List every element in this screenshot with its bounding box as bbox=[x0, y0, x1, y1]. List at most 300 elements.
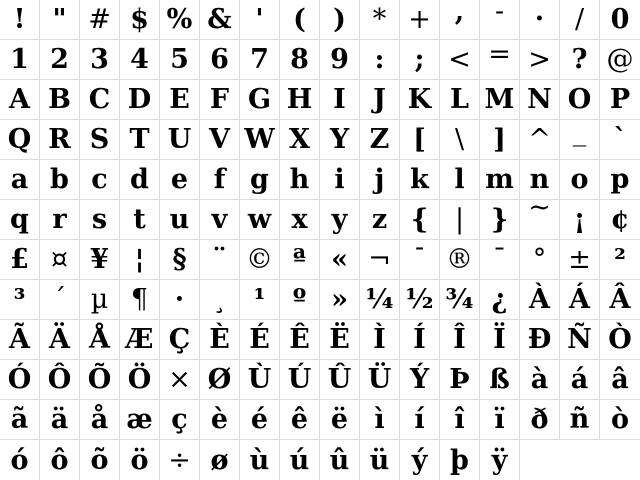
glyph: . bbox=[534, 0, 545, 27]
glyph-cell bbox=[80, 40, 120, 80]
glyph: À bbox=[529, 284, 550, 315]
glyph-cell bbox=[240, 120, 280, 160]
glyph: Ç bbox=[168, 324, 191, 355]
glyph-cell bbox=[200, 240, 240, 280]
glyph-cell bbox=[200, 80, 240, 120]
glyph-cell bbox=[80, 200, 120, 240]
glyph: O bbox=[567, 84, 592, 115]
glyph: © bbox=[246, 244, 273, 275]
glyph: ` bbox=[613, 124, 627, 155]
glyph-cell bbox=[80, 280, 120, 320]
glyph: V bbox=[209, 124, 230, 155]
glyph-cell bbox=[200, 160, 240, 200]
glyph: 5 bbox=[170, 44, 189, 75]
glyph-cell bbox=[320, 280, 360, 320]
glyph-cell bbox=[480, 240, 520, 280]
glyph-cell bbox=[80, 0, 120, 40]
glyph-cell bbox=[40, 0, 80, 40]
glyph: ì bbox=[374, 404, 385, 435]
glyph: \ bbox=[454, 124, 465, 155]
glyph-cell bbox=[120, 240, 160, 280]
glyph: S bbox=[89, 124, 110, 155]
glyph-cell bbox=[40, 280, 80, 320]
glyph: b bbox=[50, 164, 69, 195]
glyph: 2 bbox=[50, 44, 69, 75]
glyph-cell bbox=[280, 360, 320, 400]
glyph-cell bbox=[200, 440, 240, 480]
glyph: u bbox=[169, 204, 190, 235]
glyph: È bbox=[209, 324, 230, 355]
glyph: Q bbox=[7, 124, 32, 155]
glyph-cell bbox=[440, 40, 480, 80]
glyph: U bbox=[167, 124, 192, 155]
glyph-cell bbox=[480, 160, 520, 200]
glyph-cell bbox=[80, 360, 120, 400]
glyph-cell bbox=[600, 200, 640, 240]
glyph: Y bbox=[329, 124, 350, 155]
glyph-cell bbox=[40, 200, 80, 240]
glyph: ' bbox=[255, 4, 264, 35]
glyph: { bbox=[410, 204, 429, 235]
glyph-cell bbox=[280, 160, 320, 200]
glyph-cell bbox=[360, 360, 400, 400]
glyph: ¹ bbox=[253, 284, 266, 315]
glyph-cell bbox=[160, 0, 200, 40]
glyph: D bbox=[127, 84, 152, 115]
glyph: , bbox=[454, 0, 465, 27]
glyph: < bbox=[448, 44, 471, 75]
glyph-cell bbox=[480, 40, 520, 80]
glyph-cell bbox=[320, 0, 360, 40]
glyph-cell bbox=[440, 160, 480, 200]
glyph: º bbox=[292, 284, 307, 315]
glyph-cell bbox=[400, 232, 440, 280]
glyph-cell bbox=[400, 120, 440, 160]
glyph-cell bbox=[360, 160, 400, 200]
glyph: h bbox=[289, 164, 310, 195]
glyph-cell bbox=[200, 400, 240, 440]
glyph: Ì bbox=[373, 324, 386, 355]
glyph: n bbox=[529, 164, 550, 195]
glyph-cell bbox=[360, 120, 400, 160]
glyph: ê bbox=[290, 404, 309, 435]
glyph-cell bbox=[240, 80, 280, 120]
glyph: / bbox=[574, 4, 585, 35]
glyph-cell bbox=[480, 320, 520, 360]
glyph-cell bbox=[160, 200, 200, 240]
glyph-cell bbox=[520, 0, 560, 40]
glyph-cell bbox=[40, 120, 80, 160]
glyph-cell bbox=[600, 280, 640, 320]
glyph: i bbox=[334, 164, 345, 195]
glyph: K bbox=[407, 84, 432, 115]
glyph: ö bbox=[130, 444, 149, 476]
glyph-cell bbox=[480, 120, 520, 160]
glyph-cell bbox=[560, 320, 600, 360]
glyph: ¼ bbox=[365, 284, 394, 315]
glyph-cell bbox=[600, 240, 640, 280]
glyph-cell bbox=[520, 440, 560, 480]
glyph: t bbox=[133, 204, 146, 235]
glyph-cell bbox=[400, 40, 440, 80]
glyph: [ bbox=[413, 124, 426, 155]
glyph-cell bbox=[520, 80, 560, 120]
glyph: É bbox=[249, 324, 270, 355]
glyph: 6 bbox=[210, 44, 229, 75]
glyph-cell bbox=[40, 160, 80, 200]
glyph: 8 bbox=[290, 44, 309, 75]
glyph: ï bbox=[494, 404, 505, 435]
glyph: Þ bbox=[449, 364, 470, 395]
glyph-cell bbox=[200, 40, 240, 80]
glyph-cell bbox=[40, 40, 80, 80]
glyph-cell bbox=[480, 200, 520, 240]
glyph: ¯ bbox=[492, 244, 507, 275]
glyph-cell bbox=[0, 200, 40, 240]
glyph: ò bbox=[610, 404, 629, 435]
glyph: ñ bbox=[569, 404, 590, 435]
glyph-cell bbox=[200, 0, 240, 40]
glyph-cell bbox=[560, 80, 600, 120]
glyph: ô bbox=[50, 444, 69, 476]
glyph: B bbox=[48, 84, 71, 115]
glyph-cell bbox=[360, 440, 400, 480]
glyph: T bbox=[129, 124, 150, 155]
glyph-cell bbox=[360, 400, 400, 440]
glyph-cell bbox=[200, 200, 240, 240]
glyph-cell bbox=[320, 40, 360, 80]
glyph-cell bbox=[0, 400, 40, 440]
glyph: § bbox=[172, 244, 187, 275]
glyph-cell bbox=[600, 80, 640, 120]
glyph-cell bbox=[40, 400, 80, 440]
glyph: ] bbox=[493, 124, 506, 155]
glyph: Ð bbox=[527, 324, 552, 355]
glyph: ª bbox=[292, 244, 307, 275]
glyph: Û bbox=[327, 364, 352, 395]
glyph: ü bbox=[369, 444, 390, 476]
glyph: Z bbox=[369, 124, 390, 155]
glyph-cell bbox=[280, 200, 320, 240]
glyph-cell bbox=[360, 0, 400, 40]
glyph: ç bbox=[171, 404, 188, 435]
glyph-cell bbox=[600, 320, 640, 360]
glyph: Á bbox=[569, 284, 590, 315]
glyph-cell bbox=[240, 320, 280, 360]
glyph-cell bbox=[360, 320, 400, 360]
glyph-cell bbox=[40, 80, 80, 120]
glyph-cell bbox=[440, 240, 480, 280]
glyph-cell bbox=[120, 200, 160, 240]
glyph: ½ bbox=[405, 284, 434, 315]
glyph-cell bbox=[80, 320, 120, 360]
glyph-cell bbox=[240, 0, 280, 40]
glyph: C bbox=[88, 84, 111, 115]
glyph-cell bbox=[600, 360, 640, 400]
glyph-cell bbox=[560, 200, 600, 240]
glyph-cell bbox=[80, 400, 120, 440]
glyph-cell bbox=[600, 160, 640, 200]
glyph: Ú bbox=[287, 364, 312, 395]
glyph-cell bbox=[160, 80, 200, 120]
glyph: á bbox=[570, 364, 589, 395]
glyph-cell bbox=[120, 280, 160, 320]
glyph-cell bbox=[280, 440, 320, 480]
glyph-cell bbox=[40, 360, 80, 400]
glyph-cell bbox=[480, 440, 520, 480]
glyph: M bbox=[484, 84, 515, 115]
glyph: # bbox=[88, 4, 111, 35]
glyph: j bbox=[374, 164, 385, 195]
glyph-cell bbox=[240, 400, 280, 440]
glyph-cell bbox=[600, 120, 640, 160]
glyph: ° bbox=[532, 244, 547, 275]
glyph: « bbox=[331, 244, 348, 275]
glyph: I bbox=[333, 84, 346, 115]
glyph-cell bbox=[120, 440, 160, 480]
glyph: ¤ bbox=[50, 244, 69, 275]
glyph: í bbox=[414, 404, 425, 435]
glyph: z bbox=[371, 204, 388, 235]
glyph: > bbox=[528, 44, 551, 75]
glyph: ë bbox=[330, 404, 349, 435]
glyph-cell bbox=[120, 320, 160, 360]
glyph-cell bbox=[320, 160, 360, 200]
glyph-cell bbox=[160, 360, 200, 400]
glyph: ® bbox=[446, 244, 473, 275]
glyph: ² bbox=[614, 244, 626, 275]
glyph: A bbox=[9, 84, 30, 115]
glyph-cell bbox=[120, 360, 160, 400]
glyph-cell bbox=[120, 0, 160, 40]
glyph: ^ bbox=[528, 124, 551, 155]
glyph-cell bbox=[120, 80, 160, 120]
glyph-cell bbox=[120, 160, 160, 200]
glyph: 1 bbox=[10, 44, 29, 75]
glyph-cell bbox=[80, 80, 120, 120]
glyph-cell bbox=[160, 400, 200, 440]
glyph: | bbox=[454, 204, 465, 235]
glyph: ¸ bbox=[212, 284, 227, 315]
glyph: r bbox=[52, 204, 67, 235]
glyph-cell bbox=[0, 320, 40, 360]
glyph-cell bbox=[320, 320, 360, 360]
glyph: @ bbox=[606, 44, 634, 75]
glyph: ( bbox=[293, 4, 306, 35]
glyph-cell bbox=[160, 280, 200, 320]
glyph-cell bbox=[480, 400, 520, 440]
glyph-cell bbox=[600, 400, 640, 440]
glyph-cell bbox=[280, 120, 320, 160]
glyph-cell bbox=[280, 80, 320, 120]
glyph-cell bbox=[400, 0, 440, 40]
glyph-cell bbox=[320, 360, 360, 400]
glyph-cell bbox=[600, 40, 640, 80]
glyph: = bbox=[488, 39, 511, 70]
glyph: * bbox=[372, 4, 387, 35]
glyph: Ô bbox=[47, 364, 72, 395]
glyph: Í bbox=[413, 324, 426, 355]
glyph-cell bbox=[80, 160, 120, 200]
glyph-cell bbox=[480, 0, 520, 40]
glyph: ¿ bbox=[491, 284, 508, 315]
glyph-cell bbox=[120, 400, 160, 440]
glyph: J bbox=[373, 84, 386, 115]
glyph: ó bbox=[10, 444, 29, 476]
glyph: N bbox=[527, 84, 552, 115]
glyph-cell bbox=[440, 80, 480, 120]
glyph-cell bbox=[400, 440, 440, 480]
glyph: a bbox=[10, 164, 29, 195]
glyph-cell bbox=[560, 40, 600, 80]
glyph: Ø bbox=[207, 364, 232, 395]
glyph: m bbox=[485, 164, 514, 195]
glyph-cell bbox=[560, 280, 600, 320]
glyph-cell bbox=[480, 280, 520, 320]
glyph: } bbox=[490, 204, 509, 235]
glyph-cell bbox=[520, 320, 560, 360]
glyph: õ bbox=[90, 444, 109, 476]
glyph: µ bbox=[90, 284, 109, 315]
glyph: · bbox=[174, 284, 185, 315]
glyph: e bbox=[170, 164, 189, 195]
glyph-cell bbox=[520, 40, 560, 80]
glyph-cell bbox=[0, 240, 40, 280]
glyph: R bbox=[48, 124, 71, 155]
glyph-cell bbox=[360, 40, 400, 80]
glyph: L bbox=[450, 84, 469, 115]
glyph: ! bbox=[13, 4, 26, 35]
glyph-cell bbox=[440, 360, 480, 400]
glyph-cell bbox=[280, 240, 320, 280]
glyph-cell bbox=[440, 0, 480, 40]
glyph: î bbox=[454, 404, 465, 435]
glyph-cell bbox=[400, 280, 440, 320]
glyph-cell bbox=[0, 120, 40, 160]
glyph-cell bbox=[320, 120, 360, 160]
glyph: ¬ bbox=[368, 244, 391, 275]
glyph-cell bbox=[160, 240, 200, 280]
glyph: & bbox=[207, 4, 232, 35]
glyph-cell bbox=[440, 320, 480, 360]
glyph-cell bbox=[320, 440, 360, 480]
glyph: å bbox=[90, 404, 109, 435]
glyph: â bbox=[611, 364, 629, 395]
glyph-cell bbox=[80, 240, 120, 280]
glyph: y bbox=[331, 204, 348, 235]
glyph: p bbox=[610, 164, 630, 195]
glyph: - bbox=[414, 232, 425, 263]
glyph: Ò bbox=[608, 324, 632, 355]
glyph-cell bbox=[160, 160, 200, 200]
glyph-cell bbox=[560, 160, 600, 200]
glyph: Ü bbox=[367, 364, 392, 395]
glyph: w bbox=[247, 204, 272, 235]
glyph-cell bbox=[0, 0, 40, 40]
glyph-cell bbox=[240, 40, 280, 80]
glyph-cell bbox=[520, 120, 560, 160]
glyph-cell bbox=[200, 320, 240, 360]
glyph: þ bbox=[450, 444, 469, 476]
glyph: à bbox=[530, 364, 549, 395]
glyph: ¢ bbox=[610, 204, 630, 235]
glyph: v bbox=[211, 204, 228, 235]
glyph-cell bbox=[280, 0, 320, 40]
glyph: ã bbox=[10, 404, 29, 435]
glyph-cell bbox=[320, 240, 360, 280]
glyph: X bbox=[289, 124, 310, 155]
glyph: é bbox=[250, 404, 269, 435]
glyph-cell bbox=[560, 400, 600, 440]
glyph: ³ bbox=[13, 284, 26, 315]
glyph-cell bbox=[240, 440, 280, 480]
glyph-cell bbox=[400, 160, 440, 200]
glyph-cell bbox=[240, 200, 280, 240]
glyph: » bbox=[331, 284, 348, 315]
glyph: d bbox=[130, 164, 149, 195]
glyph: f bbox=[213, 164, 226, 195]
glyph: £ bbox=[10, 244, 29, 275]
glyph-cell bbox=[320, 200, 360, 240]
glyph: Æ bbox=[125, 324, 154, 355]
glyph: ÿ bbox=[491, 444, 508, 476]
glyph-cell bbox=[440, 440, 480, 480]
glyph-cell bbox=[440, 400, 480, 440]
glyph: ; bbox=[414, 44, 425, 75]
glyph: Ó bbox=[7, 364, 32, 395]
glyph-cell bbox=[0, 440, 40, 480]
glyph: 7 bbox=[250, 44, 269, 75]
glyph: E bbox=[169, 84, 190, 115]
glyph-cell bbox=[0, 160, 40, 200]
glyph: ¾ bbox=[445, 284, 474, 315]
glyph: Õ bbox=[87, 364, 112, 395]
glyph: ~ bbox=[528, 192, 551, 223]
glyph: " bbox=[52, 4, 67, 35]
glyph-cell bbox=[400, 360, 440, 400]
glyph: ø bbox=[210, 444, 229, 476]
glyph-cell bbox=[240, 280, 280, 320]
glyph-cell bbox=[80, 120, 120, 160]
glyph-cell bbox=[560, 360, 600, 400]
glyph: 3 bbox=[90, 44, 109, 75]
glyph: % bbox=[166, 4, 193, 35]
glyph: g bbox=[250, 164, 269, 195]
glyph-cell bbox=[120, 120, 160, 160]
glyph-cell bbox=[120, 40, 160, 80]
glyph-cell bbox=[0, 40, 40, 80]
glyph: Ï bbox=[493, 324, 506, 355]
glyph-cell bbox=[280, 400, 320, 440]
glyph-cell bbox=[160, 320, 200, 360]
glyph: ¥ bbox=[90, 244, 109, 275]
glyph-cell bbox=[0, 360, 40, 400]
glyph: H bbox=[286, 84, 313, 115]
glyph: ú bbox=[289, 444, 310, 476]
glyph: 0 bbox=[610, 4, 630, 35]
glyph: ¦ bbox=[134, 244, 145, 275]
glyph-cell bbox=[520, 400, 560, 440]
glyph-cell bbox=[240, 160, 280, 200]
glyph-cell bbox=[360, 240, 400, 280]
glyph-cell bbox=[600, 0, 640, 40]
glyph-cell bbox=[520, 360, 560, 400]
glyph-cell bbox=[520, 280, 560, 320]
glyph-cell bbox=[360, 80, 400, 120]
glyph: Ñ bbox=[567, 324, 592, 355]
glyph-cell bbox=[160, 120, 200, 160]
glyph-cell bbox=[400, 80, 440, 120]
